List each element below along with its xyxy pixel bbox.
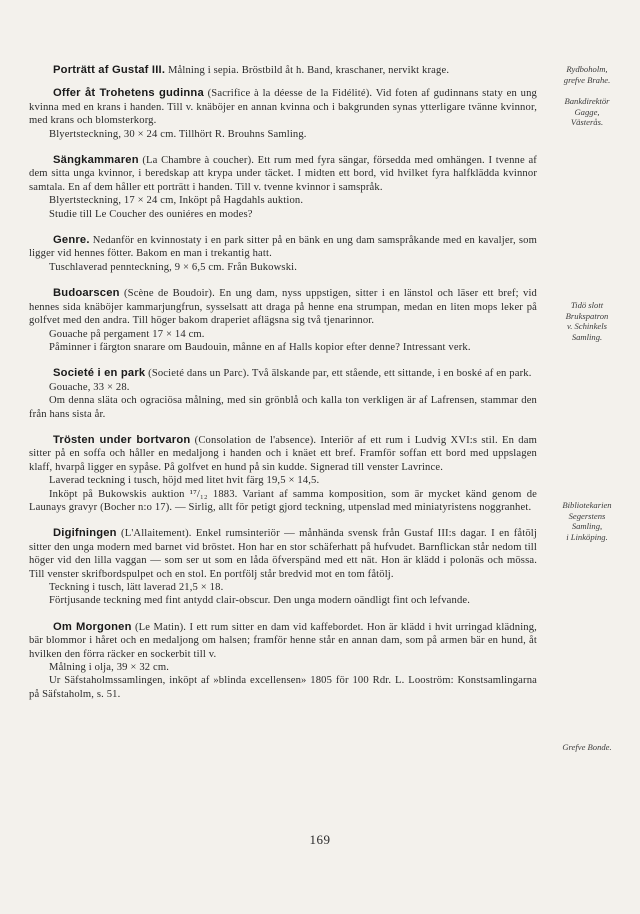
side-note-line: Samling.: [571, 331, 603, 342]
side-note-line: Brukspatron: [565, 310, 609, 321]
side-note-line: v. Schinkels: [567, 321, 607, 332]
entry-paragraph: Teckning i tusch, lätt laverad 21,5 × 18.: [49, 582, 224, 593]
entry-title: Genre.: [53, 234, 90, 247]
entry-paragraph: (Consolation de l'absence). Interiör af ett rum i Ludvig XVI:s stil. En dam sitter på en soffa och håller en medaljong i handen och i knäet ett bref. Framför soffan ett bord med uppslagen klaff, hvarpå ligger en sypåse. På golfvet en hund på sin kudde. Signerad till venster Lavrince.: [29, 434, 537, 473]
side-note-line: grefve Brahe.: [563, 74, 611, 85]
catalog-entry: [29, 367, 537, 421]
entry-paragraph: Gouache på pergament 17 × 14 cm.: [49, 328, 205, 340]
entry-title: Offer åt Trohetens gudinna: [53, 87, 204, 100]
entry-paragraph: (Scène de Boudoir). En ung dam, nyss uppstigen, sitter i en länstol och läser ett bref; vid hennes sida knäböjer kammarjungfrun, sysselsatt att draga på henne ena strumpan, medan en liten mops leker på golfvet med den andra. Till höger bakom draperiet aflägsna sig två tjenarinnor.: [29, 288, 537, 327]
side-note-line: Bibliotekarien: [562, 500, 612, 510]
entry-title: Budoarscen: [53, 287, 120, 300]
entry-title: Digifningen: [53, 527, 117, 540]
entry-title: Om Morgonen: [53, 620, 132, 633]
side-note-line: Rydboholm,: [566, 64, 608, 74]
side-note-line: i Linköping.: [566, 531, 608, 542]
catalog-entry: [29, 234, 537, 274]
catalog-entry: [29, 287, 537, 354]
entry-paragraph: (La Chambre à coucher). Ett rum med fyra sängar, försedda med omhängen. I tvenne af dem sitta unga kvinnor, i beredskap att krypa under täcket. I midten ett bord, vid hvilket fyra halfklädda kvinnor samtala. En af dem håller ett porträtt i handen. Till v. tvenne kvinnor i samspråk.: [29, 155, 537, 193]
catalog-entry: [29, 527, 537, 607]
catalog-entry: [29, 621, 537, 701]
entry-paragraph: Gouache, 33 × 28.: [49, 381, 130, 393]
entry-paragraph: Påminner i färgton snarare om Baudouin, månne en af Halls kopior efter denne? Intressant verk.: [49, 341, 471, 353]
side-note-line: Bankdirektör: [564, 96, 610, 106]
main-text-column: [29, 64, 537, 714]
entry-paragraph: Förtjusande teckning med fint antydd clair-obscur. Den unga modern oändligt fint och lefvande.: [49, 595, 471, 607]
side-note-line: Grefve Bonde.: [562, 742, 612, 752]
side-note-line: Segerstens: [568, 510, 606, 521]
entry-paragraph: Ur Säfstaholmssamlingen, inköpt af »blinda excellensen» 1805 för 100 Rdr. L. Looström: Konstsamlingarna på Säfstaholm, s. 51.: [29, 675, 537, 700]
entry-paragraph: Blyertsteckning, 30 × 24 cm. Tillhört R. Brouhns Samling.: [49, 128, 307, 140]
entry-paragraph: Nedanför en kvinnostaty i en park sitter på en bänk en ung dam samspråkande med en kavaljer, som ligger vid hennes fötter. Bakom en man i trekantig hatt.: [29, 235, 537, 260]
entry-title: Trösten under bortvaron: [53, 433, 191, 446]
entry-title: Societé i en park: [53, 367, 146, 380]
entry-paragraph: Målning i sepia. Bröstbild åt h. Band, kraschaner, nervikt krage.: [167, 65, 450, 76]
entry-paragraph: Studie till Le Coucher des ouniéres en modes?: [49, 208, 253, 220]
side-note-line: Gagge,: [574, 106, 600, 117]
side-note-provenance: [541, 64, 633, 85]
side-note-line: Västerås.: [570, 117, 604, 128]
side-note-line: Tidö slott: [570, 300, 604, 310]
entry-paragraph: Målning i olja, 39 × 32 cm.: [49, 662, 170, 674]
side-note-provenance: [541, 500, 633, 542]
entry-title: Porträtt af Gustaf III.: [53, 64, 166, 76]
catalog-entry: [29, 434, 537, 514]
side-note-provenance: [541, 96, 633, 128]
side-note-provenance: [541, 742, 633, 753]
entry-paragraph: Blyertsteckning, 17 × 24 cm, Inköpt på Hagdahls auktion.: [49, 195, 304, 207]
side-note-line: Samling,: [571, 521, 603, 532]
catalog-entry: [29, 154, 537, 221]
entry-paragraph: Laverad teckning i tusch, höjd med litet hvit färg 19,5 × 14,5.: [49, 475, 320, 487]
entry-paragraph: (Le Matin). I ett rum sitter en dam vid kaffebordet. Hon är klädd i hvit urringad klädning, bär blommor i håret och en medaljong om halsen; framför henne står en annan dam, som på armen bär en hund, åt hvilken den förra räcker en sockerbit till v.: [29, 621, 537, 660]
entry-title: Sängkammaren: [53, 154, 139, 167]
entry-paragraph: Inköpt på Bukowskis auktion ¹⁷/₁₂ 1883. Variant af samma komposition, som är mycket känd genom de Launays gravyr (Bocher n:o 17). — Sirlig, allt för petigt gjord teckning, utpenslad med miniatyristens noggranhet.: [29, 488, 537, 513]
catalog-entry: [29, 87, 537, 141]
catalog-entry: [29, 64, 537, 77]
entry-paragraph: Tuschlaverad pennteckning, 9 × 6,5 cm. Från Bukowski.: [49, 261, 298, 273]
entry-paragraph: (Sacrifice à la déesse de la Fidélité). Vid foten af gudinnans staty en ung kvinna med en krans i handen. Till v. knäböjer en annan kvinna och i bakgrunden synas ytterligare tvänne kvinnor, med krans och blomsterkorg.: [29, 88, 537, 127]
entry-paragraph: (Societé dans un Parc). Två älskande par, ett stående, ett sittande, i en boské af en park.: [148, 368, 532, 380]
entry-paragraph: (L'Allaitement). Enkel rumsinteriör — månhända svensk från Gustaf III:s dagar. I en fåtölj sitter den unga modern med barnet vid bröstet. Hon har en stor schäferhatt på hufvudet. Barnflickan står nedom till höger vid den lilla vaggan — som ser ut som en låda öfverspänd med ett nät. Hon är klädd i polonäs och mössa. Till venster skrifbordspulpet och en stol. En portfölj står bredvid mot en tom fåtölj.: [29, 528, 537, 580]
side-note-provenance: [541, 300, 633, 342]
page-number: 169: [309, 832, 331, 847]
entry-paragraph: Om denna släta och ograciösa målning, med sin grönblå och kalla ton verkligen är af Lafrensen, stammar den från hans sista år.: [29, 395, 537, 420]
